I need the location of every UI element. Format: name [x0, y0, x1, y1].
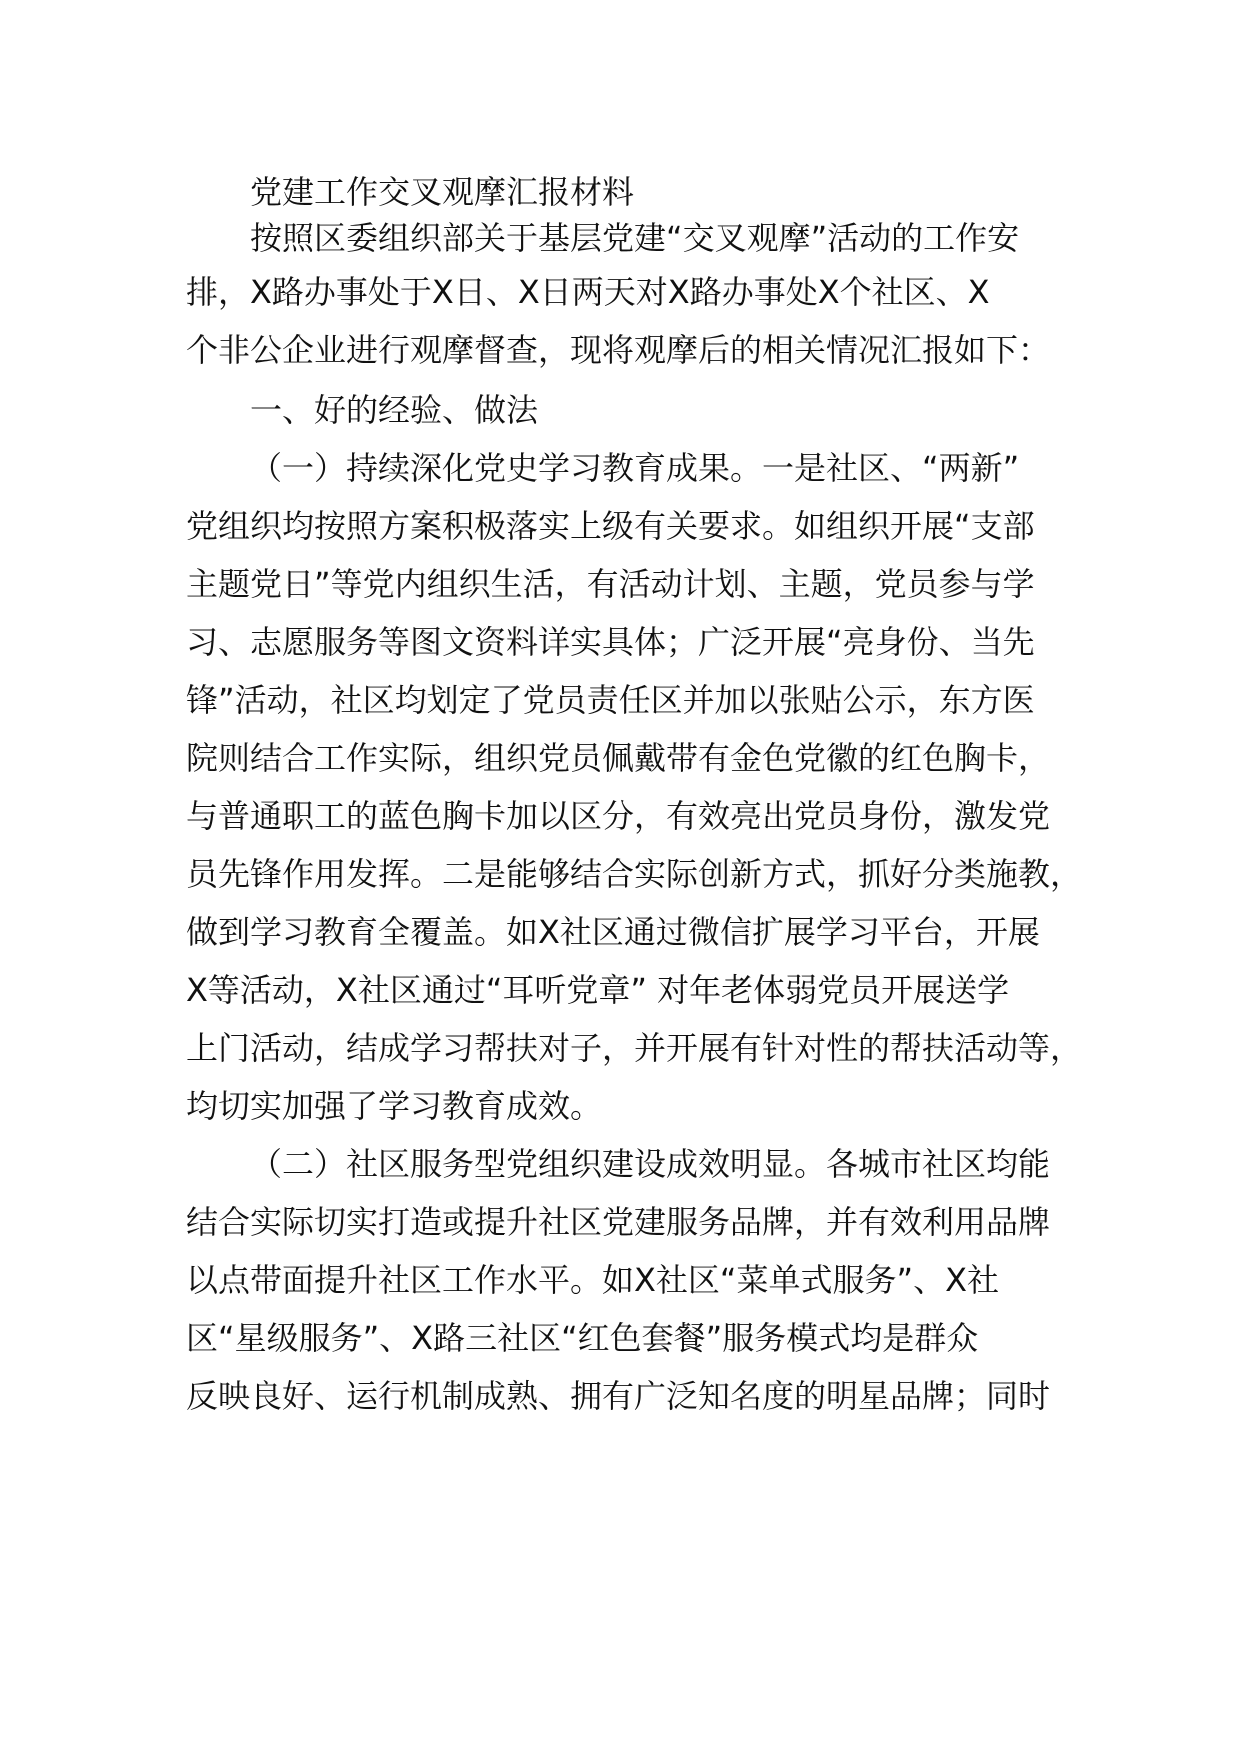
paragraph-line: （一）持续深化党史学习教育成果。一是社区、“两新” — [250, 449, 1020, 487]
paragraph-line: 上门活动，结成学习帮扶对子，并开展有针对性的帮扶活动等， — [186, 1029, 1083, 1067]
paragraph-line: 均切实加强了学习教育成效。 — [186, 1087, 603, 1125]
paragraph-line: 员先锋作用发挥。二是能够结合实际创新方式，抓好分类施教， — [186, 855, 1083, 893]
paragraph-line: 排，X路办事处于X日、X日两天对X路办事处X个社区、X — [186, 273, 990, 311]
paragraph-line: （二）社区服务型党组织建设成效明显。各城市社区均能 — [250, 1145, 1051, 1183]
paragraph-line: X等活动，X社区通过“耳听党章” 对年老体弱党员开展送学 — [186, 971, 1010, 1009]
paragraph-line: 个非公企业进行观摩督查，现将观摩后的相关情况汇报如下： — [186, 331, 1051, 369]
paragraph-line: 与普通职工的蓝色胸卡加以区分，有效亮出党员身份，激发党 — [186, 797, 1051, 835]
document-title: 党建工作交叉观摩汇报材料 — [250, 173, 635, 211]
paragraph-line: 以点带面提升社区工作水平。如X社区“菜单式服务”、X社 — [186, 1261, 1000, 1299]
paragraph-line: 党组织均按照方案积极落实上级有关要求。如组织开展“支部 — [186, 507, 1035, 545]
paragraph-line: 按照区委组织部关于基层党建“交叉观摩”活动的工作安 — [250, 219, 1020, 257]
paragraph-line: 结合实际切实打造或提升社区党建服务品牌，并有效利用品牌 — [186, 1203, 1051, 1241]
section-heading: 一、好的经验、做法 — [250, 391, 539, 429]
paragraph-line: 院则结合工作实际，组织党员佩戴带有金色党徽的红色胸卡， — [186, 739, 1051, 777]
paragraph-line: 区“星级服务”、X路三社区“红色套餐”服务模式均是群众 — [186, 1319, 979, 1357]
paragraph-line: 反映良好、运行机制成熟、拥有广泛知名度的明星品牌；同时 — [186, 1377, 1051, 1415]
paragraph-line: 主题党日”等党内组织生活，有活动计划、主题，党员参与学 — [186, 565, 1035, 603]
paragraph-line: 习、志愿服务等图文资料详实具体；广泛开展“亮身份、当先 — [186, 623, 1035, 661]
paragraph-line: 锋”活动，社区均划定了党员责任区并加以张贴公示，东方医 — [186, 681, 1035, 719]
paragraph-line: 做到学习教育全覆盖。如X社区通过微信扩展学习平台，开展 — [186, 913, 1040, 951]
